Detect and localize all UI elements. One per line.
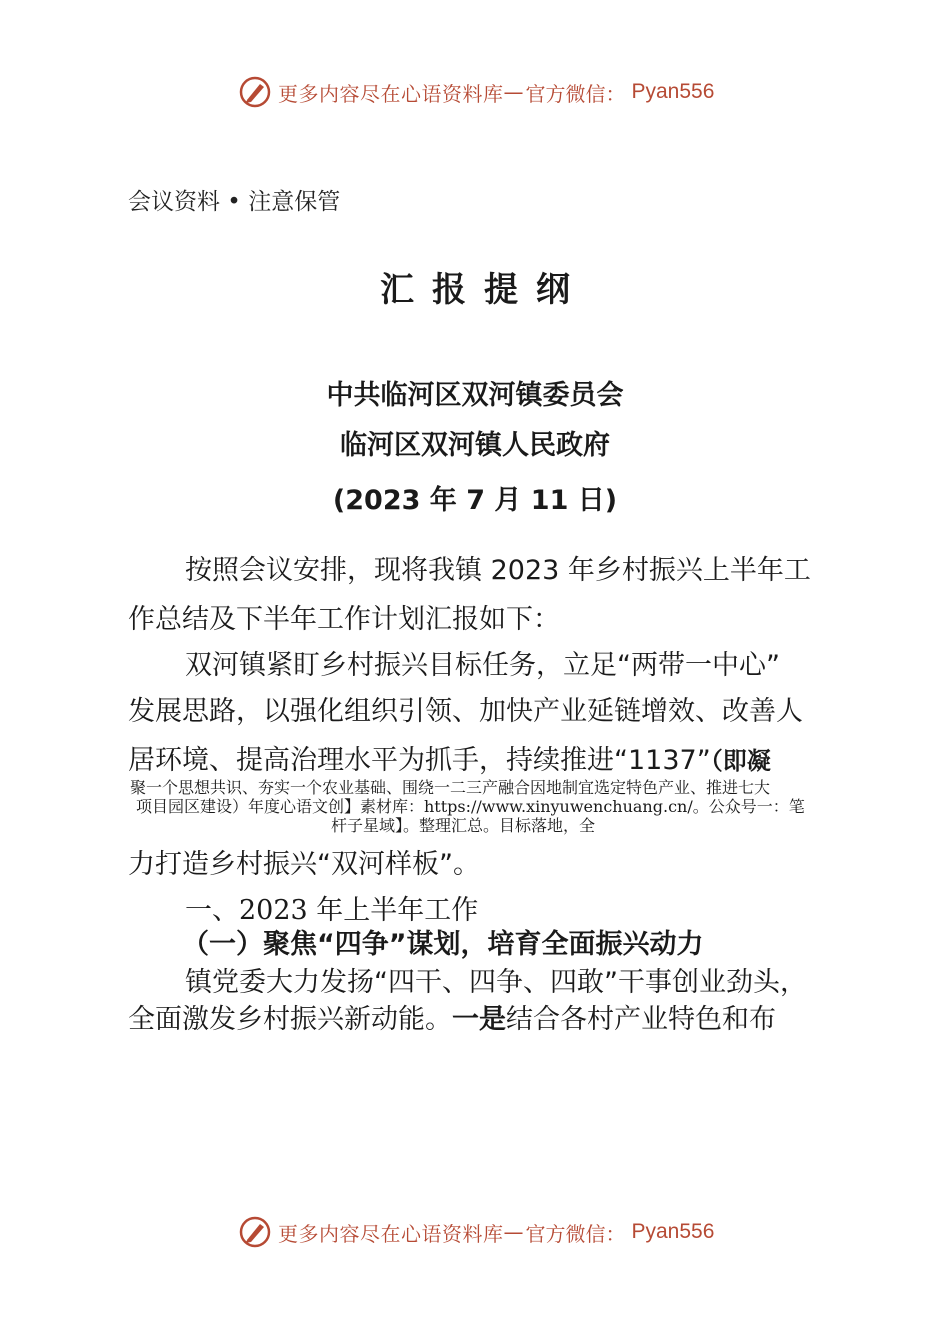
para2-line3-main: 居环境、提高治理水平为抓手，持续推进“1137” <box>128 745 711 776</box>
para3-line1: 镇党委大力发扬“四干、四争、四敢”干事创业劲头， <box>185 967 807 998</box>
para1-line2: 作总结及下半年工作计划汇报如下： <box>128 604 560 635</box>
confidential-notice: 会议资料 • 注意保管 <box>128 189 341 215</box>
header-watermark <box>238 72 714 112</box>
para3-line2 <box>128 997 776 1036</box>
watermark-dash: — <box>503 1220 524 1244</box>
note-line1: 聚一个思想共识、夯实一个农业基础、围绕一二三产融合因地制宜选定特色产业、推进七大 <box>130 778 771 797</box>
watermark-dash: — <box>503 80 524 104</box>
para2-line3 <box>128 738 771 777</box>
pen-circle-icon <box>238 75 272 109</box>
watermark-wechat-label: 官方微信： <box>525 1221 626 1246</box>
note-line3: 杆子星域】。整理汇总。目标落地，全 <box>331 816 596 835</box>
footer-watermark <box>238 1212 714 1252</box>
note-line2: 项目园区建设）年度心语文创】素材库：https://www.xinyuwenchuang.cn/。公众号一：笔 <box>136 797 805 816</box>
org-line-2: 临河区双河镇人民政府 <box>340 430 610 461</box>
para3-line2-bold: 一是 <box>452 1004 506 1035</box>
para2-line4: 力打造乡村振兴“双河样板”。 <box>128 849 480 880</box>
watermark-wechat-label: 官方微信： <box>525 81 626 106</box>
para3-line2-b: 结合各村产业特色和布 <box>506 1004 776 1035</box>
para2-line1: 双河镇紧盯乡村振兴目标任务，立足“两带一中心” <box>185 650 780 681</box>
watermark-text: 更多内容尽在心语资料库 <box>278 1221 504 1246</box>
para1-line1: 按照会议安排，现将我镇 2023 年乡村振兴上半年工 <box>185 555 811 586</box>
document-title: 汇报提纲 <box>380 270 588 310</box>
watermark-text: 更多内容尽在心语资料库 <box>278 81 504 106</box>
pen-circle-icon <box>238 1215 272 1249</box>
subsection-heading-1: （一）聚焦“四争”谋划，培育全面振兴动力 <box>182 929 704 960</box>
para3-line2-a: 全面激发乡村振兴新动能。 <box>128 1004 452 1035</box>
section-heading-1: 一、2023 年上半年工作 <box>185 895 479 926</box>
watermark-wechat-id: Pyan556 <box>631 1220 715 1243</box>
document-date: (2023 年 7 月 11 日) <box>332 485 618 516</box>
org-line-1: 中共临河区双河镇委员会 <box>326 380 624 411</box>
para2-line2: 发展思路，以强化组织引领、加快产业延链增效、改善人 <box>128 696 803 727</box>
watermark-wechat-id: Pyan556 <box>631 80 715 103</box>
para2-line3-bold: （即凝 <box>710 747 771 775</box>
